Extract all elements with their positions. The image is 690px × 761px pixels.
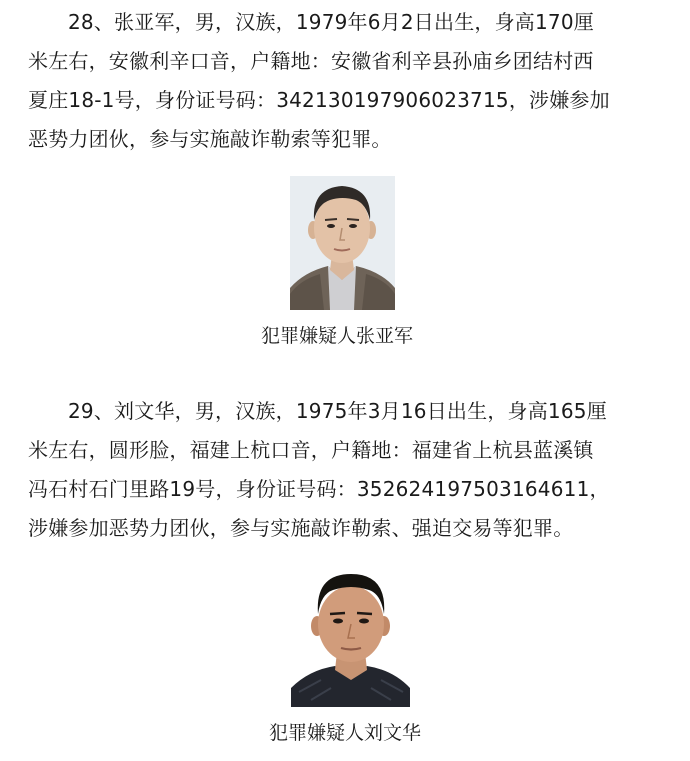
suspect-photo-28 (290, 176, 395, 310)
description-line: 米左右，安徽利辛口音，户籍地：安徽省利辛县孙庙乡团结村西 (28, 49, 594, 73)
description-line: 29、刘文华，男，汉族，1975年3月16日出生，身高165厘 (68, 399, 607, 423)
description-line: 夏庄18-1号，身份证号码：342130197906023715，涉嫌参加 (28, 88, 610, 112)
description-line: 米左右，圆形脸，福建上杭口音，户籍地：福建省上杭县蓝溪镇 (28, 438, 594, 462)
description-line: 恶势力团伙，参与实施敲诈勒索等犯罪。 (28, 127, 392, 151)
suspect-description-29 (28, 392, 668, 548)
suspect-description-28 (28, 3, 668, 159)
suspect-photo-29 (291, 566, 410, 707)
photo-caption-28: 犯罪嫌疑人张亚军 (260, 325, 413, 347)
photo-caption-29: 犯罪嫌疑人刘文华 (268, 722, 421, 744)
description-line: 冯石村石门里路19号，身份证号码：352624197503164611， (28, 477, 610, 501)
description-line: 28、张亚军，男，汉族，1979年6月2日出生，身高170厘 (68, 10, 594, 34)
description-line: 涉嫌参加恶势力团伙，参与实施敲诈勒索、强迫交易等犯罪。 (28, 516, 574, 540)
